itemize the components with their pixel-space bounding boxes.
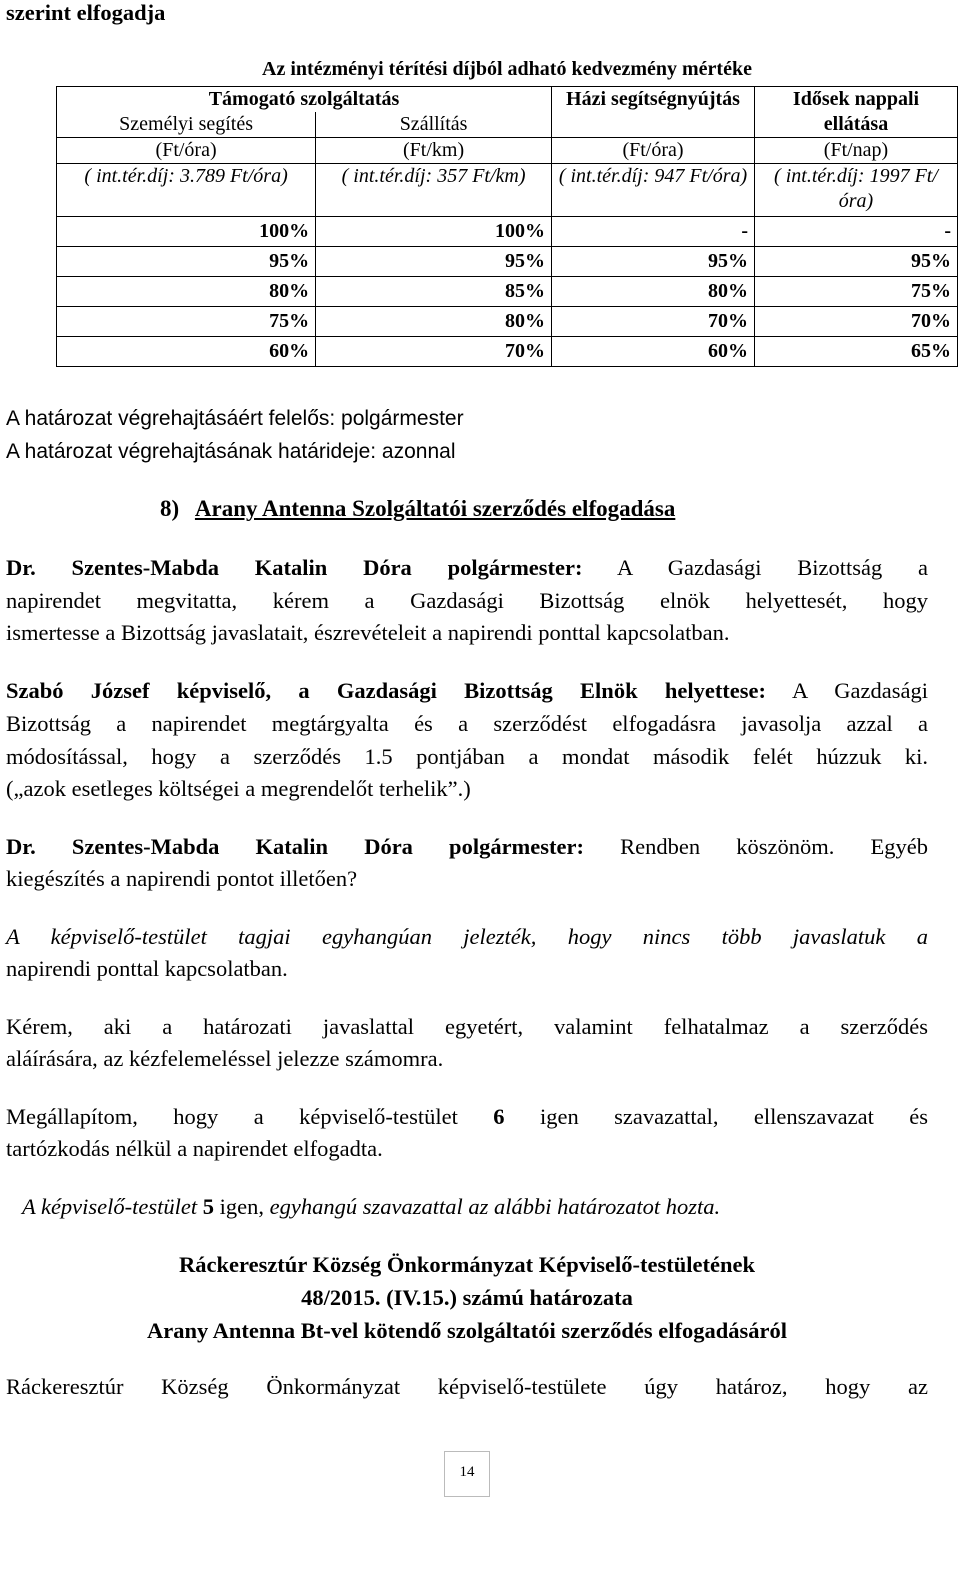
table-cell: 80%	[316, 307, 552, 337]
table-cell: 70%	[316, 337, 552, 367]
section-number: 8)	[160, 496, 180, 521]
p3-line1	[6, 834, 928, 860]
p2-line3: módosítással, hogy a szerződés 1.5 pontjában a mondat második felét húzzuk ki.	[6, 744, 928, 769]
table-row	[57, 337, 958, 367]
table-cell: 60%	[57, 337, 316, 367]
table-cell: 100%	[316, 217, 552, 247]
p5-line2: aláírására, az kézfelemeléssel jelezze számomra.	[6, 1046, 444, 1071]
deadline-line: A határozat végrehajtásának határideje: azonnal	[6, 440, 456, 463]
table-unit-row	[57, 138, 958, 164]
p4-line2: napirendi ponttal kapcsolatban.	[6, 956, 288, 981]
group-header: Támogató szolgáltatás	[57, 87, 552, 113]
col-idosek: Idősek nappali ellátása	[755, 87, 958, 138]
table-cell: 65%	[755, 337, 958, 367]
p6-line1	[6, 1104, 928, 1130]
table-cell: -	[755, 217, 958, 247]
table-cell: 60%	[552, 337, 755, 367]
responsible-line: A határozat végrehajtásáért felelős: polgármester	[6, 407, 464, 430]
text: igen szavazattal, ellenszavazat és	[539, 1104, 928, 1129]
table-cell: 95%	[316, 247, 552, 277]
table-cell: 85%	[316, 277, 552, 307]
table-header-row	[57, 87, 958, 113]
vote-count: 5	[202, 1194, 215, 1219]
p3-line2: kiegészítés a napirendi pontot illetően?	[6, 866, 358, 891]
unit-szemelyi: (Ft/óra)	[57, 138, 316, 164]
table-cell: 75%	[57, 307, 316, 337]
p1-line2: napirendet megvitatta, kérem a Gazdasági Bizottság elnök helyettesét, hogy	[6, 588, 928, 613]
table-caption: Az intézményi térítési díjból adható kedvezmény mértéke	[262, 58, 752, 80]
unit-hazi: (Ft/óra)	[552, 138, 755, 164]
fee-hazi: ( int.tér.díj: 947 Ft/óra)	[552, 164, 755, 217]
table-row	[57, 277, 958, 307]
p1-line1	[6, 555, 928, 581]
col-hazi: Házi segítségnyújtás	[552, 87, 755, 138]
discount-table	[56, 86, 958, 367]
vote-count: 6	[493, 1104, 505, 1129]
table-cell: -	[552, 217, 755, 247]
speaker: Szabó József képviselő, a Gazdasági Bizottság Elnök helyettese:	[6, 678, 767, 703]
p6-line2: tartózkodás nélkül a napirendet elfogadta.	[6, 1136, 383, 1161]
unit-szallitas: (Ft/km)	[316, 138, 552, 164]
table-row	[57, 247, 958, 277]
p7-line	[22, 1194, 720, 1220]
p2-line2: Bizottság a napirendet megtárgyalta és a szerződést elfogadásra javasolja azzal a	[6, 711, 928, 736]
p5-line1: Kérem, aki a határozati javaslattal egyetért, valamint felhatalmaz a szerződés	[6, 1014, 928, 1039]
resolution-title: Arany Antenna Bt-vel kötendő szolgáltatói szerződés elfogadásáról	[147, 1318, 787, 1343]
text: A képviselő-testület	[22, 1194, 198, 1219]
text: egyhangú szavazattal az alábbi határozatot hozta.	[269, 1194, 721, 1219]
p2-line4: („azok esetleges költségei a megrendelőt terhelik”.)	[6, 776, 471, 801]
text: A Gazdasági	[792, 678, 928, 703]
fee-idosek: ( int.tér.díj: 1997 Ft/óra)	[755, 164, 958, 217]
p2-line1	[6, 678, 928, 704]
table-fee-row	[57, 164, 958, 217]
fee-szemelyi: ( int.tér.díj: 3.789 Ft/óra)	[57, 164, 316, 217]
section-heading	[160, 496, 675, 522]
table-row	[57, 307, 958, 337]
closing-line: Ráckeresztúr Község Önkormányzat képviselő-testülete úgy határoz, hogy az	[6, 1374, 928, 1399]
resolution-line1: Ráckeresztúr Község Önkormányzat Képviselő-testületének	[179, 1252, 755, 1277]
table-cell: 100%	[57, 217, 316, 247]
text: igen,	[219, 1194, 265, 1219]
page-number: 14	[444, 1451, 490, 1497]
speaker: Dr. Szentes-Mabda Katalin Dóra polgármester:	[6, 555, 583, 580]
header-fragment: szerint elfogadja	[6, 0, 166, 25]
table-cell: 95%	[552, 247, 755, 277]
table-cell: 75%	[755, 277, 958, 307]
resolution-number: 48/2015. (IV.15.) számú határozata	[301, 1285, 633, 1310]
table-cell: 95%	[755, 247, 958, 277]
p1-line3: ismertesse a Bizottság javaslatait, észrevételeit a napirendi ponttal kapcsolatban.	[6, 620, 730, 645]
table-cell: 80%	[552, 277, 755, 307]
unit-idosek: (Ft/nap)	[755, 138, 958, 164]
table-cell: 70%	[755, 307, 958, 337]
text: A Gazdasági Bizottság a	[617, 555, 929, 580]
fee-szallitas: ( int.tér.díj: 357 Ft/km)	[316, 164, 552, 217]
text: Megállapítom, hogy a képviselő-testület	[6, 1104, 458, 1129]
section-title: Arany Antenna Szolgáltatói szerződés elfogadása	[194, 496, 676, 521]
sub-szemelyi: Személyi segítés	[57, 112, 316, 138]
table-cell: 80%	[57, 277, 316, 307]
table-row	[57, 217, 958, 247]
table-cell: 70%	[552, 307, 755, 337]
table-cell: 95%	[57, 247, 316, 277]
sub-szallitas: Szállítás	[316, 112, 552, 138]
p4-line1: A képviselő-testület tagjai egyhangúan jelezték, hogy nincs több javaslatuk a	[6, 924, 928, 949]
text: Rendben köszönöm. Egyéb	[620, 834, 928, 859]
speaker: Dr. Szentes-Mabda Katalin Dóra polgármester:	[6, 834, 585, 859]
